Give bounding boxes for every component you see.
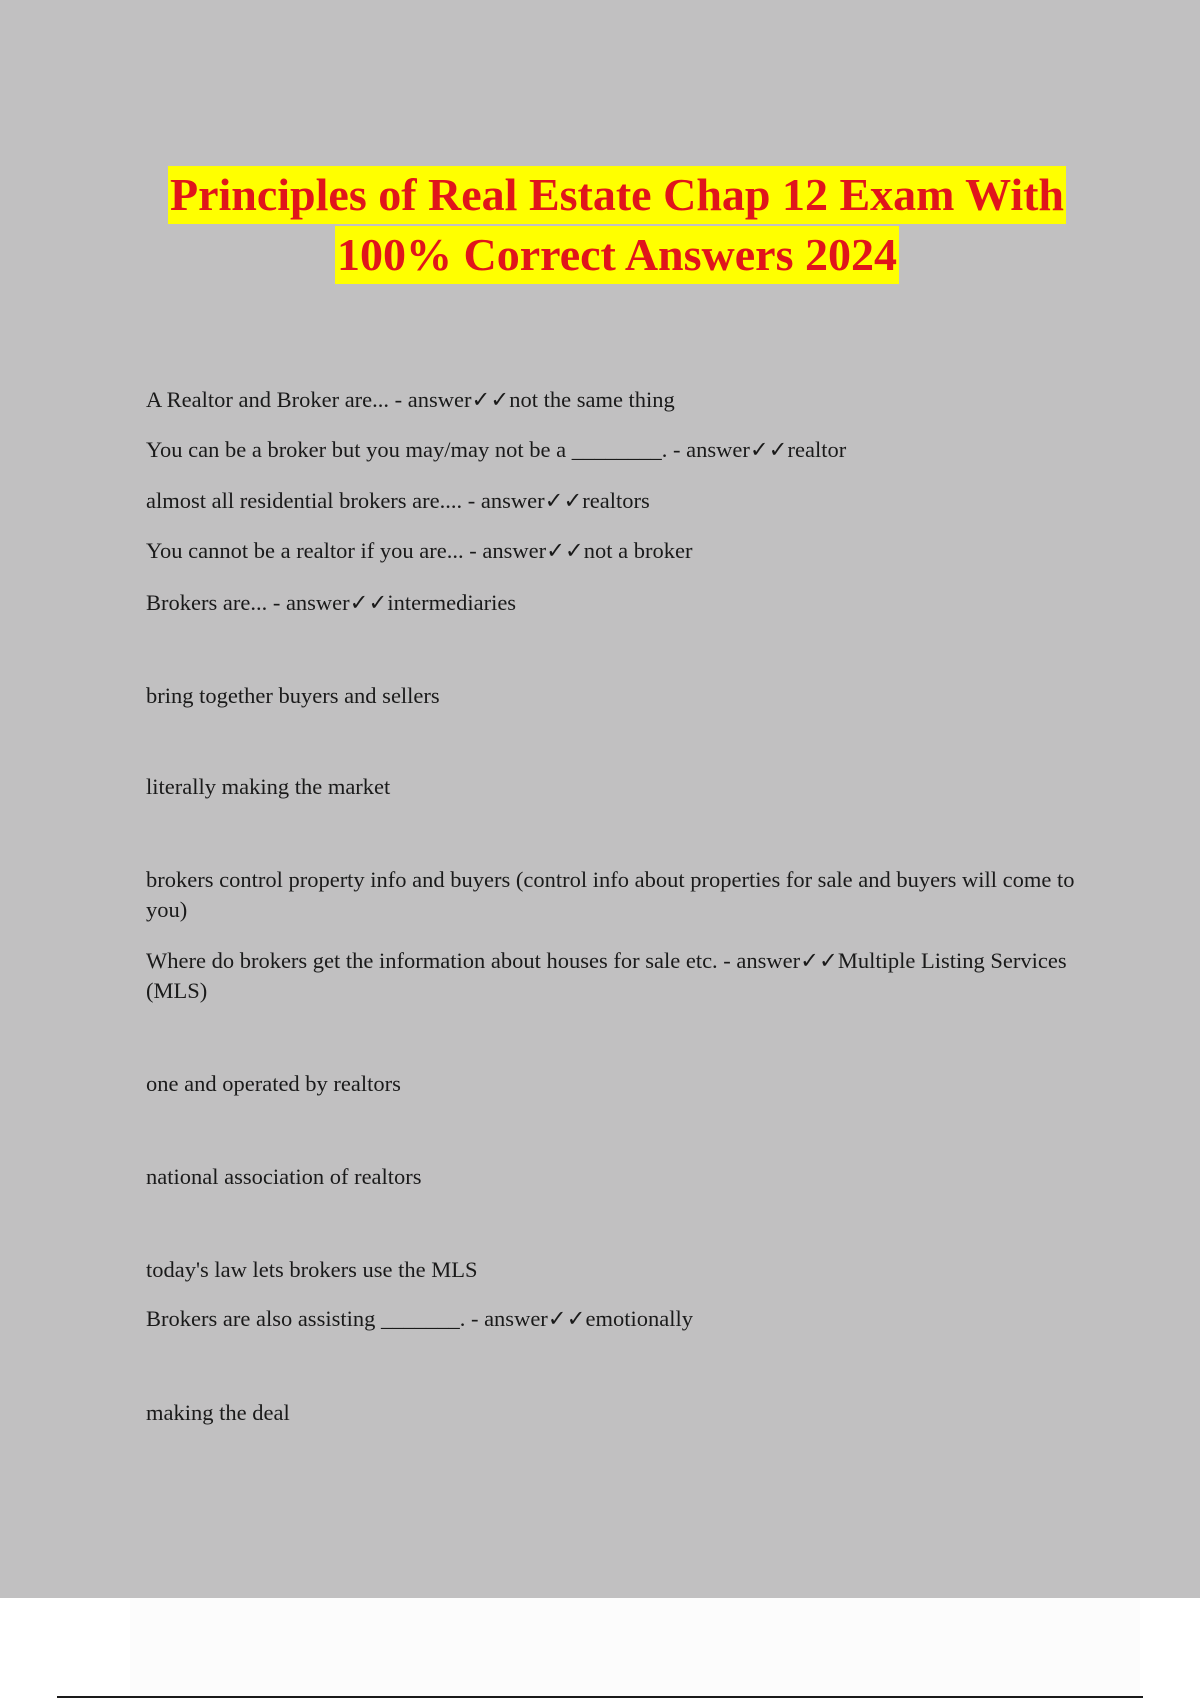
paragraph-1: A Realtor and Broker are... - answer✓✓not the same thing xyxy=(146,387,675,412)
paragraph-10: one and operated by realtors xyxy=(146,1071,401,1096)
paragraph-7: literally making the market xyxy=(146,774,391,799)
title-line-2: 100% Correct Answers 2024 xyxy=(335,226,899,284)
paragraph-13: Brokers are also assisting _______. - answer✓✓emotionally xyxy=(146,1306,693,1331)
document-title xyxy=(100,166,1134,286)
title-line-1: Principles of Real Estate Chap 12 Exam With xyxy=(168,166,1066,224)
paragraph-6: bring together buyers and sellers xyxy=(146,683,440,708)
paragraph-14: making the deal xyxy=(146,1400,290,1425)
paragraph-2: You can be a broker but you may/may not be a ________. - answer✓✓realtor xyxy=(146,437,847,462)
page-divider xyxy=(57,1696,1143,1698)
paragraph-8: brokers control property info and buyers (control info about properties for sale and buyers will come to you) xyxy=(146,867,1075,922)
paragraph-9: Where do brokers get the information about houses for sale etc. - answer✓✓Multiple Listing Services (MLS) xyxy=(146,948,1067,1003)
paragraph-11: national association of realtors xyxy=(146,1164,422,1189)
paragraph-3: almost all residential brokers are.... - answer✓✓realtors xyxy=(146,488,650,513)
paragraph-5: Brokers are... - answer✓✓intermediaries xyxy=(146,590,517,615)
next-page-preview xyxy=(130,1598,1140,1698)
paragraph-4: You cannot be a realtor if you are... - answer✓✓not a broker xyxy=(146,538,693,563)
paragraph-12: today's law lets brokers use the MLS xyxy=(146,1257,478,1282)
